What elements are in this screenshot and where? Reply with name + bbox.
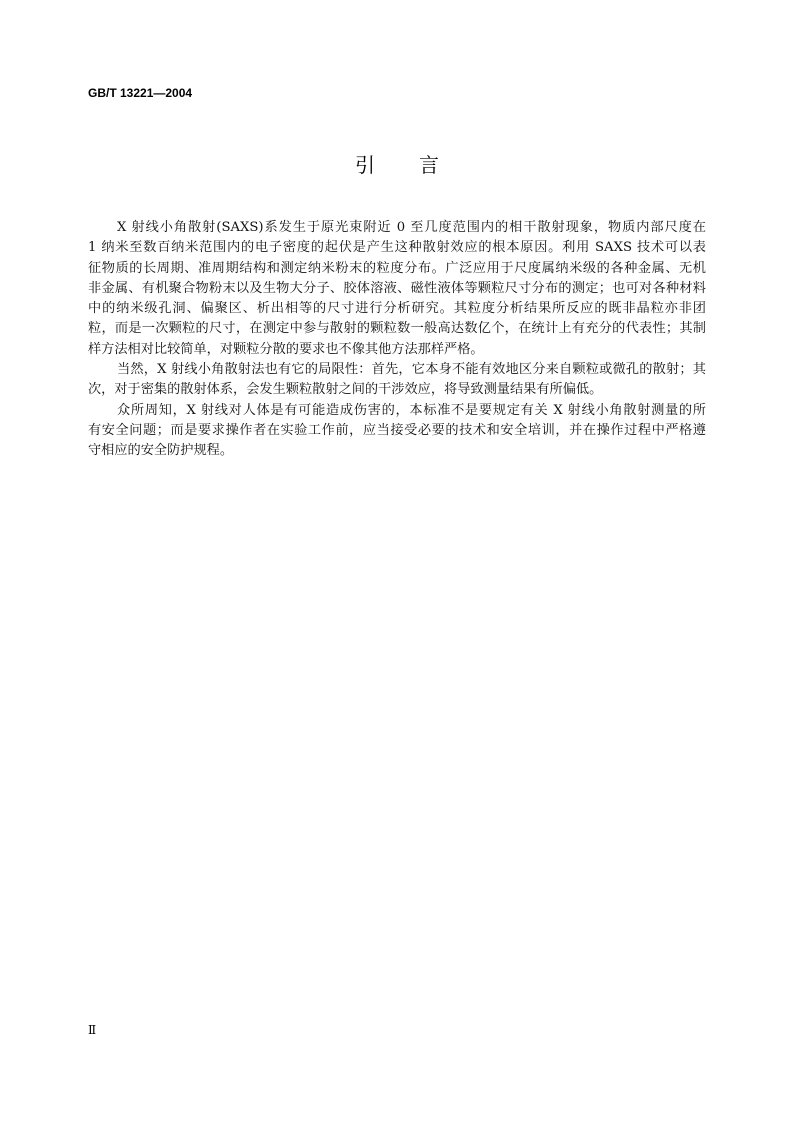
paragraph-line: 征物质的长周期、准周期结构和测定纳米粉末的粒度分布。广泛应用于尺度属纳米级的各种金属、无机 [88, 260, 706, 276]
paragraph-line: 粒，而是一次颗粒的尺寸，在测定中参与散射的颗粒数一般高达数亿个，在统计上有充分的代表性；其制 [88, 321, 706, 337]
paragraph-line: 非金属、有机聚合物粉末以及生物大分子、胶体溶液、磁性液体等颗粒尺寸分布的测定；也可对各种材料 [88, 280, 706, 296]
paragraph-safety [88, 401, 706, 462]
paragraph-saxs-overview [88, 218, 706, 360]
document-number-header: GB/T 13221—2004 [88, 86, 193, 100]
paragraph-line: 当然，X 射线小角散射法也有它的局限性：首先，它本身不能有效地区分来自颗粒或微孔的散射；其 [117, 362, 706, 378]
paragraph-line: 样方法相对比较简单，对颗粒分散的要求也不像其他方法那样严格。 [88, 341, 484, 357]
paragraph-limitations [88, 360, 706, 401]
page-number: Ⅱ [88, 1023, 97, 1037]
paragraph-line: X 射线小角散射(SAXS)系发生于原光束附近 0 至几度范围内的相干散射现象，物质内部尺度在 [117, 220, 706, 235]
paragraph-line: 中的纳米级孔洞、偏聚区、析出相等的尺寸进行分析研究。其粒度分析结果所反应的既非晶粒亦非团 [88, 301, 706, 317]
paragraph-line: 1 纳米至数百纳米范围内的电子密度的起伏是产生这种散射效应的根本原因。利用 SAXS 技术可以表 [88, 240, 706, 256]
paragraph-line: 众所周知，X 射线对人体是有可能造成伤害的，本标准不是要规定有关 X 射线小角散射测量的所 [117, 402, 706, 418]
body-text [88, 218, 706, 462]
paragraph-line: 次，对于密集的散射体系，会发生颗粒散射之间的干涉效应，将导致测量结果有所偏低。 [88, 382, 603, 398]
page-title: 引 言 [355, 153, 451, 177]
paragraph-line: 守相应的安全防护规程。 [88, 443, 234, 459]
paragraph-line: 有安全问题；而是要求操作者在实验工作前，应当接受必要的技术和安全培训，并在操作过程中严格遵 [88, 422, 706, 438]
